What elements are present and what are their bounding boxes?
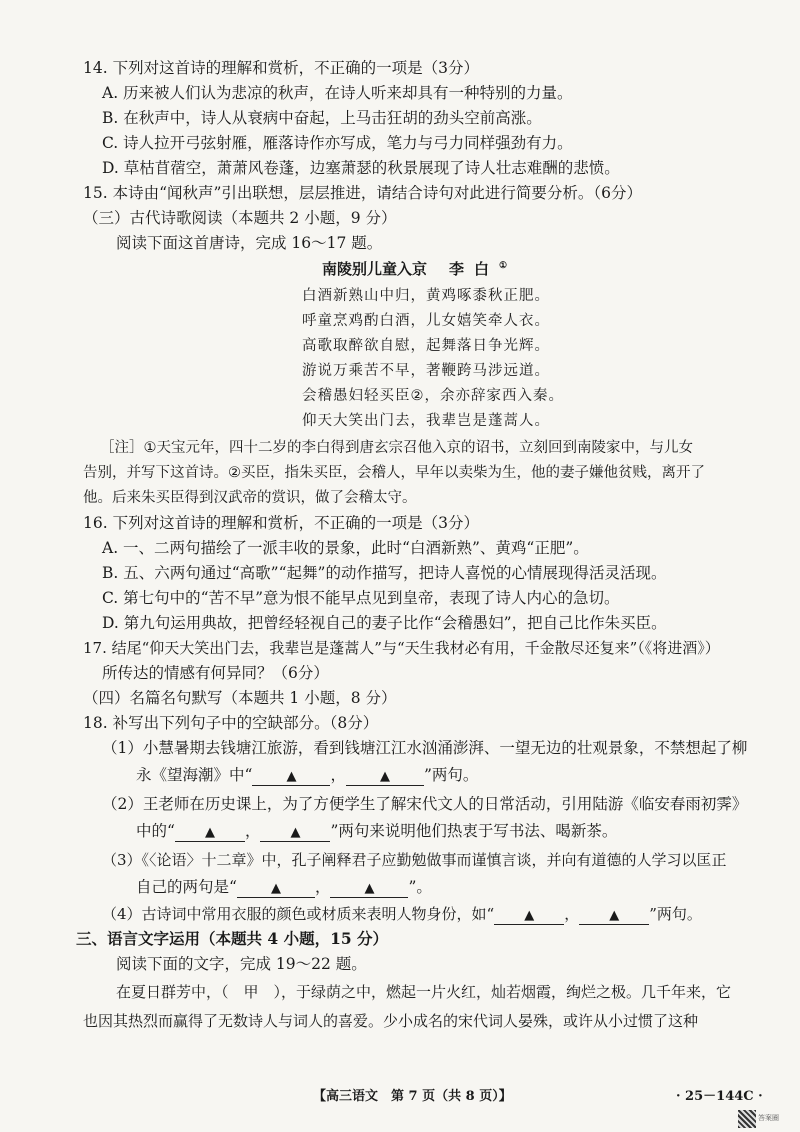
q16-option-d: D. 第九句运用典故，把曾经轻视自己的妻子比作“会稽愚妇”，把自己比作朱买臣。 bbox=[102, 614, 667, 632]
poem-author: 李白 bbox=[449, 260, 500, 278]
q16-option-c: C. 第七句中的“苦不早”意为恨不能早点见到皇帝，表现了诗人内心的急切。 bbox=[102, 589, 620, 607]
answer-blank[interactable] bbox=[330, 879, 408, 898]
poem-note-line: 他。后来朱买臣得到汉武帝的赏识，做了会稽太守。 bbox=[83, 490, 417, 506]
q14-stem: 14. 下列对这首诗的理解和赏析，不正确的一项是（3分） bbox=[83, 59, 479, 77]
poem-line: 游说万乘苦不早，著鞭跨马涉远道。 bbox=[302, 363, 550, 379]
q14-option-d: D. 草枯苜蓿空，萧萧风卷蓬，边塞萧瑟的秋景展现了诗人壮志难酬的悲愤。 bbox=[102, 159, 620, 177]
triangle-mark-icon: ▲ bbox=[364, 881, 375, 896]
watermark-logo: 答案圈 bbox=[758, 1114, 779, 1122]
answer-blank[interactable] bbox=[252, 767, 330, 786]
section-3-heading: （三）古代诗歌阅读（本题共 2 小题，9 分） bbox=[83, 209, 397, 227]
poem-line: 白酒新熟山中归，黄鸡啄黍秋正肥。 bbox=[302, 288, 550, 304]
poem-title-line bbox=[322, 258, 507, 279]
triangle-mark-icon: ▲ bbox=[286, 769, 297, 784]
triangle-mark-icon: ▲ bbox=[270, 881, 281, 896]
q18-part2: （2）王老师在历史课上，为了方便学生了解宋代文人的日常活动，引用陆游《临安春雨初霁》 bbox=[102, 795, 748, 813]
q18-stem: 18. 补写出下列句子中的空缺部分。（8分） bbox=[83, 714, 379, 732]
poem-line: 高歌取醉欲自慰，起舞落日争光辉。 bbox=[302, 338, 550, 354]
poem-line: 呼童烹鸡酌白酒，儿女嬉笑牵人衣。 bbox=[302, 313, 550, 329]
poem-author-note-mark: ① bbox=[499, 261, 508, 271]
answer-blank[interactable] bbox=[260, 823, 330, 842]
q15-stem: 15. 本诗由“闻秋声”引出联想，层层推进，请结合诗句对此进行简要分析。（6分） bbox=[83, 184, 643, 202]
triangle-mark-icon: ▲ bbox=[379, 769, 390, 784]
poem-line: 仰天大笑出门去，我辈岂是蓬蒿人。 bbox=[302, 413, 550, 429]
section-three-heading: 三、语言文字运用（本题共 4 小题，15 分） bbox=[76, 929, 389, 948]
q18-part3-blanks: 自己的两句是“ ▲ ， ▲ ”。 bbox=[136, 878, 432, 896]
q14-option-a: A. 历来被人们认为悲凉的秋声，在诗人听来却具有一种特别的力量。 bbox=[102, 84, 573, 102]
answer-blank[interactable] bbox=[237, 879, 315, 898]
answer-blank[interactable] bbox=[175, 823, 245, 842]
q18-part1-blanks: 永《望海潮》中“ ▲ ， ▲ ”两句。 bbox=[136, 766, 479, 784]
q14-option-b: B. 在秋声中，诗人从衰病中奋起，上马击狂胡的劲头空前高涨。 bbox=[102, 109, 542, 127]
q17-stem-continued: 所传达的情感有何异同？（6分） bbox=[102, 664, 329, 682]
q18-part1: （1）小慧暑期去钱塘江旅游，看到钱塘江江水汹涌澎湃、一望无边的壮观景象，不禁想起了柳 bbox=[102, 739, 748, 757]
answer-blank[interactable] bbox=[346, 767, 424, 786]
triangle-mark-icon: ▲ bbox=[524, 908, 535, 923]
section-3-intro: 阅读下面这首唐诗，完成 16～17 题。 bbox=[116, 234, 383, 252]
q18-part3: （3）《〈论语〉十二章》中，孔子阐释君子应勤勉做事而谨慎言谈，并向有道德的人学习以匡正 bbox=[102, 851, 727, 869]
triangle-mark-icon: ▲ bbox=[290, 825, 301, 840]
q14-option-c: C. 诗人拉开弓弦射雁，雁落诗作亦写成，笔力与弓力同样强劲有力。 bbox=[102, 134, 573, 152]
qr-code-icon bbox=[738, 1110, 756, 1128]
exam-code: · 25－144C · bbox=[676, 1089, 763, 1104]
passage-line: 也因其热烈而赢得了无数诗人与词人的喜爱。少小成名的宋代词人晏殊，或许从小过惯了这种 bbox=[83, 1012, 699, 1030]
answer-blank[interactable] bbox=[494, 906, 564, 925]
poem-note-line: ［注］①天宝元年，四十二岁的李白得到唐玄宗召他入京的诏书，立刻回到南陵家中，与儿女 bbox=[100, 440, 693, 456]
section-three-intro: 阅读下面的文字，完成 19～22 题。 bbox=[116, 955, 367, 973]
section-4-heading: （四）名篇名句默写（本题共 1 小题，8 分） bbox=[83, 689, 397, 707]
answer-blank[interactable] bbox=[579, 906, 649, 925]
q16-stem: 16. 下列对这首诗的理解和赏析，不正确的一项是（3分） bbox=[83, 514, 479, 532]
triangle-mark-icon: ▲ bbox=[609, 908, 620, 923]
q17-stem: 17. 结尾“仰天大笑出门去，我辈岂是蓬蒿人”与“天生我材必有用，千金散尽还复来”（《将进酒》） bbox=[83, 639, 720, 657]
q16-option-a: A. 一、二两句描绘了一派丰收的景象，此时“白酒新熟”、黄鸡“正肥”。 bbox=[102, 539, 589, 557]
poem-title: 南陵别儿童入京 bbox=[322, 260, 428, 278]
poem-line: 会稽愚妇轻买臣②，余亦辞家西入秦。 bbox=[302, 388, 564, 404]
q18-part4: （4）古诗词中常用衣服的颜色或材质来表明人物身份，如“ ▲ ， ▲ ”两句。 bbox=[102, 905, 702, 923]
poem-note-line: 告别，并写下这首诗。②买臣，指朱买臣，会稽人，早年以卖柴为生，他的妻子嫌他贫贱，离开了 bbox=[83, 465, 705, 481]
q16-option-b: B. 五、六两句通过“高歌”“起舞”的动作描写，把诗人喜悦的心情展现得活灵活现。 bbox=[102, 564, 667, 582]
triangle-mark-icon: ▲ bbox=[204, 825, 215, 840]
passage-line: 在夏日群芳中，（ 甲 ），于绿荫之中，燃起一片火红，灿若烟霞，绚烂之极。几千年来，它 bbox=[116, 983, 732, 1001]
q18-part2-blanks: 中的“ ▲ ， ▲ ”两句来说明他们热衷于写书法、喝新茶。 bbox=[136, 822, 618, 840]
page-footer: 【高三语文 第 7 页（共 8 页）】 bbox=[313, 1089, 512, 1104]
